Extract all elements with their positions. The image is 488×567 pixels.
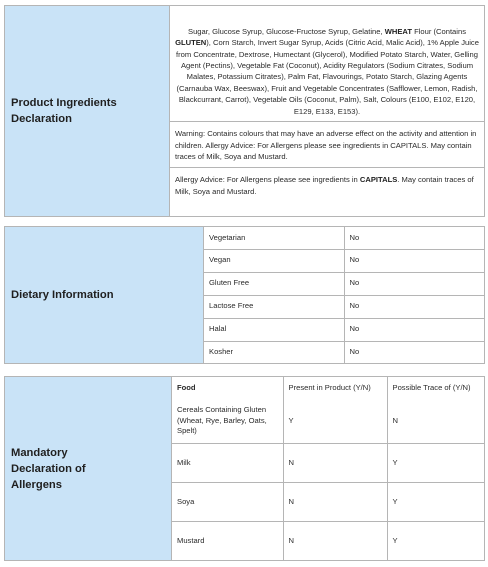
dietary-table (4, 226, 485, 364)
text-segment: ), Corn Starch, Invert Sugar Syrup, Acids (Citric Acid, Malic Acid), 1% Apple Juice from Concentrate, Dextrose, Humectant (Glycerol), Modified Potato Starch, Water, Gelling Agent (Pectins), Vegetable Fat (Coconut), Acidity Regulators (Sodium Citrates, Sodium Malates, Potassium Citrates), Palm Fat, Flavourings, Potato Starch, Glazing Agents (Carnauba Wax, Beeswax), Fruit and Vegetable Concentrates (Safflower, Lemon, Radish, Blackcurrant, Carrot), Vegetable Oils (Coconut, Palm), Salt, Colours (E100, E102, E120, E129, E133, E153). (176, 38, 479, 116)
dietary-name: Halal (204, 318, 344, 341)
allergen-present: N (283, 521, 387, 560)
allergen-row (172, 521, 485, 560)
dietary-label-text: Dietary Information (11, 289, 114, 301)
text-segment: Flour (Contains (411, 26, 466, 36)
allergen-food: Soya (172, 483, 283, 522)
allergen-row (172, 399, 485, 444)
allergen-highlight: CAPITALS (359, 175, 398, 185)
dietary-name: Vegetarian (204, 227, 344, 249)
allergen-highlight: GLUTEN (175, 38, 207, 48)
allergen-row (172, 483, 485, 522)
dietary-value: No (344, 249, 485, 272)
dietary-name: Vegan (204, 249, 344, 272)
allergen-trace: Y (387, 444, 485, 483)
dietary-name: Lactose Free (204, 295, 344, 318)
allergen-present: N (283, 483, 387, 522)
dietary-row (204, 227, 485, 249)
allergens-label (5, 377, 172, 561)
ingredients-table (4, 5, 485, 217)
dietary-row (204, 249, 485, 272)
ingredients-list (170, 20, 484, 122)
dietary-grid (204, 227, 485, 363)
ingredients-label-text: Product Ingredients Declaration (11, 97, 117, 125)
dietary-row (204, 272, 485, 295)
ingredients-label (5, 6, 170, 217)
allergens-label-text: Mandatory Declaration of Allergens (11, 446, 86, 491)
allergen-food: Milk (172, 444, 283, 483)
dietary-value: No (344, 272, 485, 295)
text-segment: Sugar, Glucose Syrup, Glucose-Fructose Syrup, Gelatine, (188, 26, 385, 36)
warning-text: Warning: Contains colours that may have an adverse effect on the activity and attention in children. Allergy Advice: For Allergens please see ingredients in CAPITALS. May contain traces of Milk, Soya and Mustard. (170, 122, 484, 168)
allergy-advice (170, 168, 484, 202)
text-segment: Allergy Advice: For Allergens please see ingredients in (175, 175, 360, 185)
dietary-row (204, 341, 485, 363)
allergen-highlight: WHEAT (384, 26, 412, 36)
allergen-food: Mustard (172, 521, 283, 560)
dietary-value: No (344, 318, 485, 341)
allergen-row (172, 444, 485, 483)
allergen-present: Y (283, 399, 387, 444)
dietary-row (204, 295, 485, 318)
dietary-row (204, 318, 485, 341)
text-segment: . May contain traces of Milk, Soya and Mustard. (175, 175, 474, 196)
header-present: Present in Product (Y/N) (283, 377, 387, 399)
allergen-food: Cereals Containing Gluten (Wheat, Rye, Barley, Oats, Spelt) (172, 399, 283, 444)
header-food: Food (172, 377, 283, 399)
dietary-name: Gluten Free (204, 272, 344, 295)
dietary-name: Kosher (204, 341, 344, 363)
dietary-label (5, 227, 204, 364)
allergen-trace: Y (387, 483, 485, 522)
allergen-present: N (283, 444, 387, 483)
allergens-grid (172, 377, 485, 560)
allergen-trace: Y (387, 521, 485, 560)
dietary-value: No (344, 341, 485, 363)
allergen-trace: N (387, 399, 485, 444)
header-trace: Possible Trace of (Y/N) (387, 377, 485, 399)
dietary-value: No (344, 227, 485, 249)
dietary-value: No (344, 295, 485, 318)
allergens-table (4, 376, 485, 561)
